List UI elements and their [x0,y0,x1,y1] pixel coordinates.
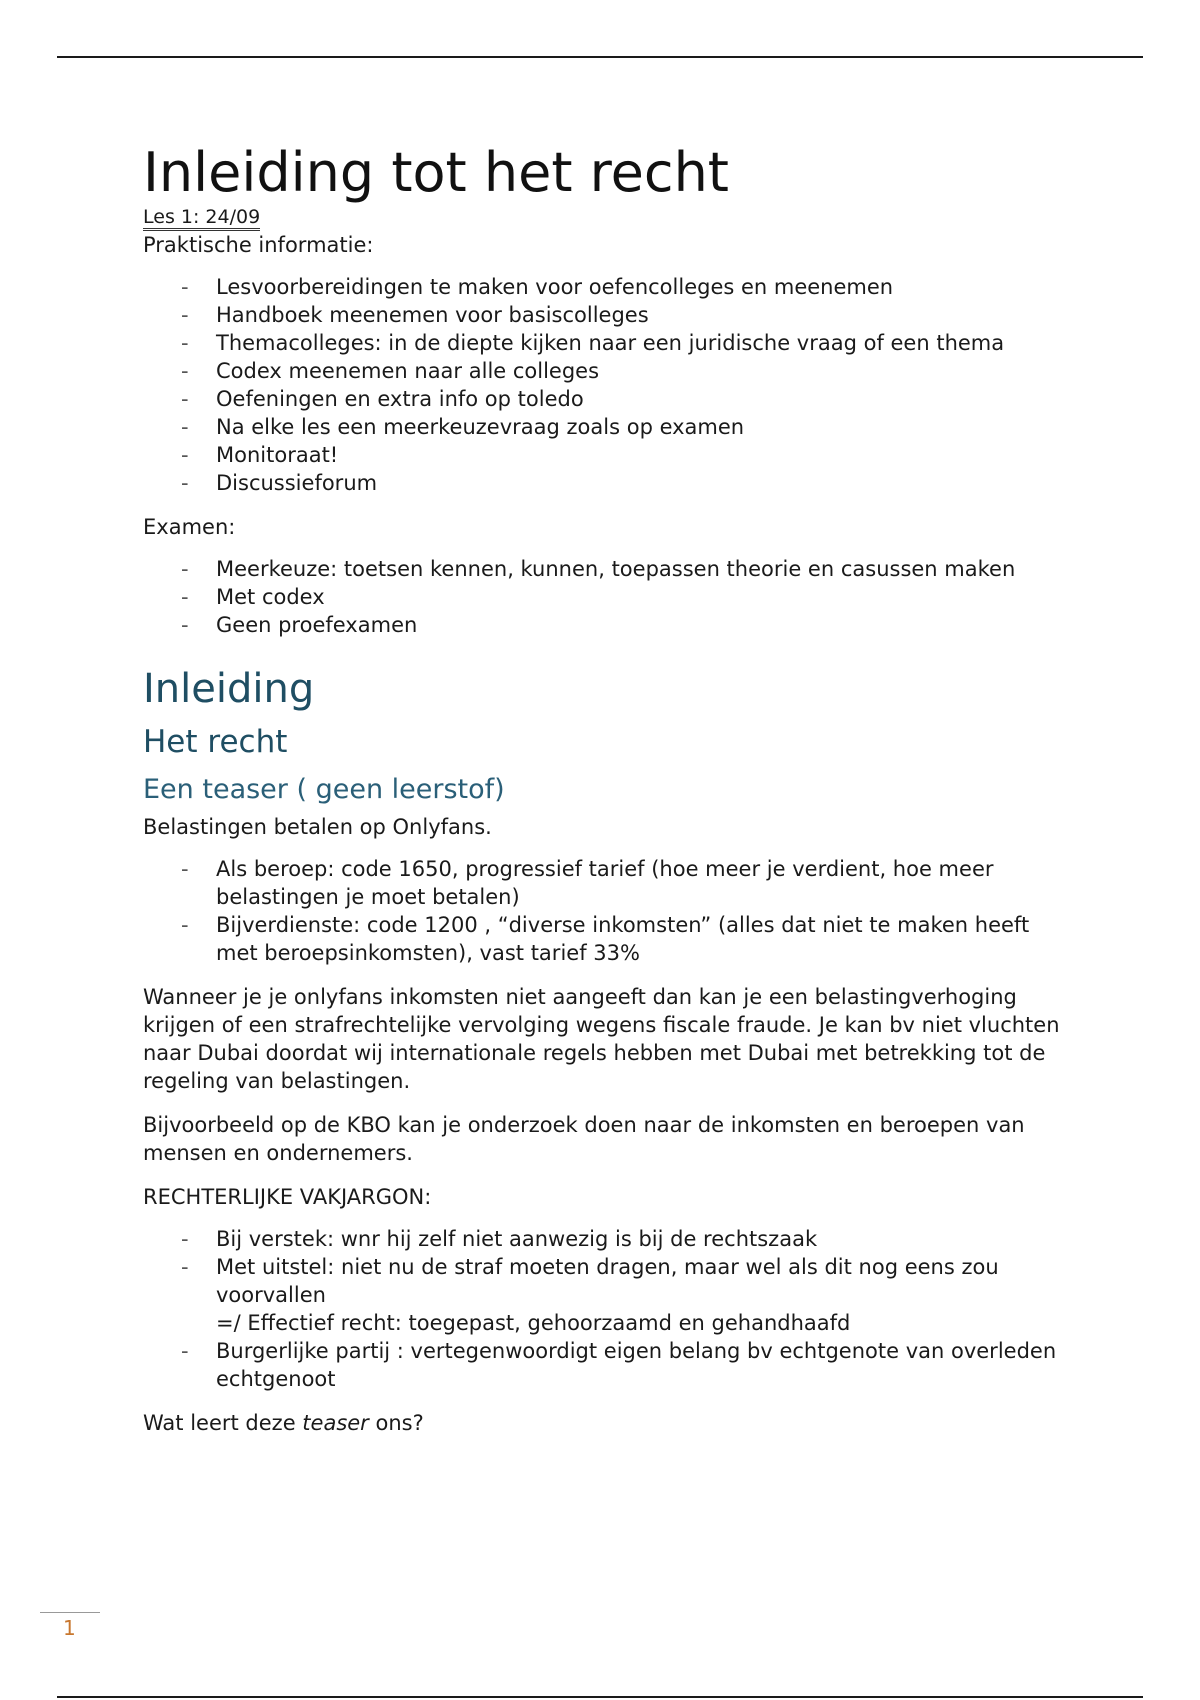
examen-list [143,555,1073,639]
list-item: - Oefeningen en extra info op toledo [181,387,584,411]
list-item: - Codex meenemen naar alle colleges [181,359,600,383]
list-item: - Na elke les een meerkeuzevraag zoals op examen [181,415,745,439]
list-item: - Lesvoorbereidingen te maken voor oefencolleges en meenemen [181,275,894,299]
examen-heading: Examen: [143,515,236,539]
list-item: - Monitoraat! [181,443,339,467]
jargon-heading: RECHTERLIJKE VAKJARGON: [143,1185,432,1209]
list-item: - Discussieforum [181,471,378,495]
teaser-intro: Belastingen betalen op Onlyfans. [143,815,492,839]
list-item: - Met uitstel: niet nu de straf moeten dragen, maar wel als dit nog eens zou voorvallen [181,1255,999,1307]
teaser-question: Wat leert deze teaser ons? [143,1411,424,1435]
teaser-paragraph-1: Wanneer je je onlyfans inkomsten niet aangeeft dan kan je een belastingverhoging krijgen of een strafrechtelijke vervolging wegens fiscale fraude. Je kan bv niet vluchten naar Dubai doordat wij internationale regels hebben met Dubai met betrekking tot de regeling van belastingen. [143,985,1060,1093]
page-number: 1 [63,1616,76,1640]
list-item-continuation: =/ Effectief recht: toegepast, gehoorzaamd en gehandhaafd [216,1311,851,1335]
list-item: - Als beroep: code 1650, progressief tarief (hoe meer je verdient, hoe meer belastingen je moet betalen) [181,857,994,909]
list-item: - Geen proefexamen [181,613,418,637]
list-item: - Meerkeuze: toetsen kennen, kunnen, toepassen theorie en casussen maken [181,557,1016,581]
teaser-list [143,855,1073,967]
footer-rule [40,1612,100,1613]
section-heading-inleiding: Inleiding [143,666,315,712]
list-item: - Bij verstek: wnr hij zelf niet aanwezig is bij de rechtszaak [181,1227,818,1251]
document-title: Inleiding tot het recht [143,141,729,204]
lesson-date: Les 1: 24/09 [143,206,260,231]
footer-page-rule [57,1696,1143,1698]
header-rule [57,56,1143,58]
list-item: - Themacolleges: in de diepte kijken naar een juridische vraag of een thema [181,331,1005,355]
section-heading-teaser: Een teaser ( geen leerstof) [143,774,505,805]
jargon-list [143,1225,1073,1393]
list-item: - Burgerlijke partij : vertegenwoordigt eigen belang bv echtgenote van overleden echtgenoot [181,1339,1057,1391]
teaser-paragraph-2: Bijvoorbeeld op de KBO kan je onderzoek doen naar de inkomsten en beroepen van mensen en ondernemers. [143,1113,1025,1165]
list-item: - Met codex [181,585,325,609]
list-item: - Bijverdienste: code 1200 , “diverse inkomsten” (alles dat niet te maken heeft met beroepsinkomsten), vast tarief 33% [181,913,1030,965]
section-heading-het-recht: Het recht [143,724,288,760]
document-page [143,140,1073,1453]
praktisch-heading: Praktische informatie: [143,233,374,257]
list-item: - Handboek meenemen voor basiscolleges [181,303,649,327]
praktisch-list [143,273,1073,497]
